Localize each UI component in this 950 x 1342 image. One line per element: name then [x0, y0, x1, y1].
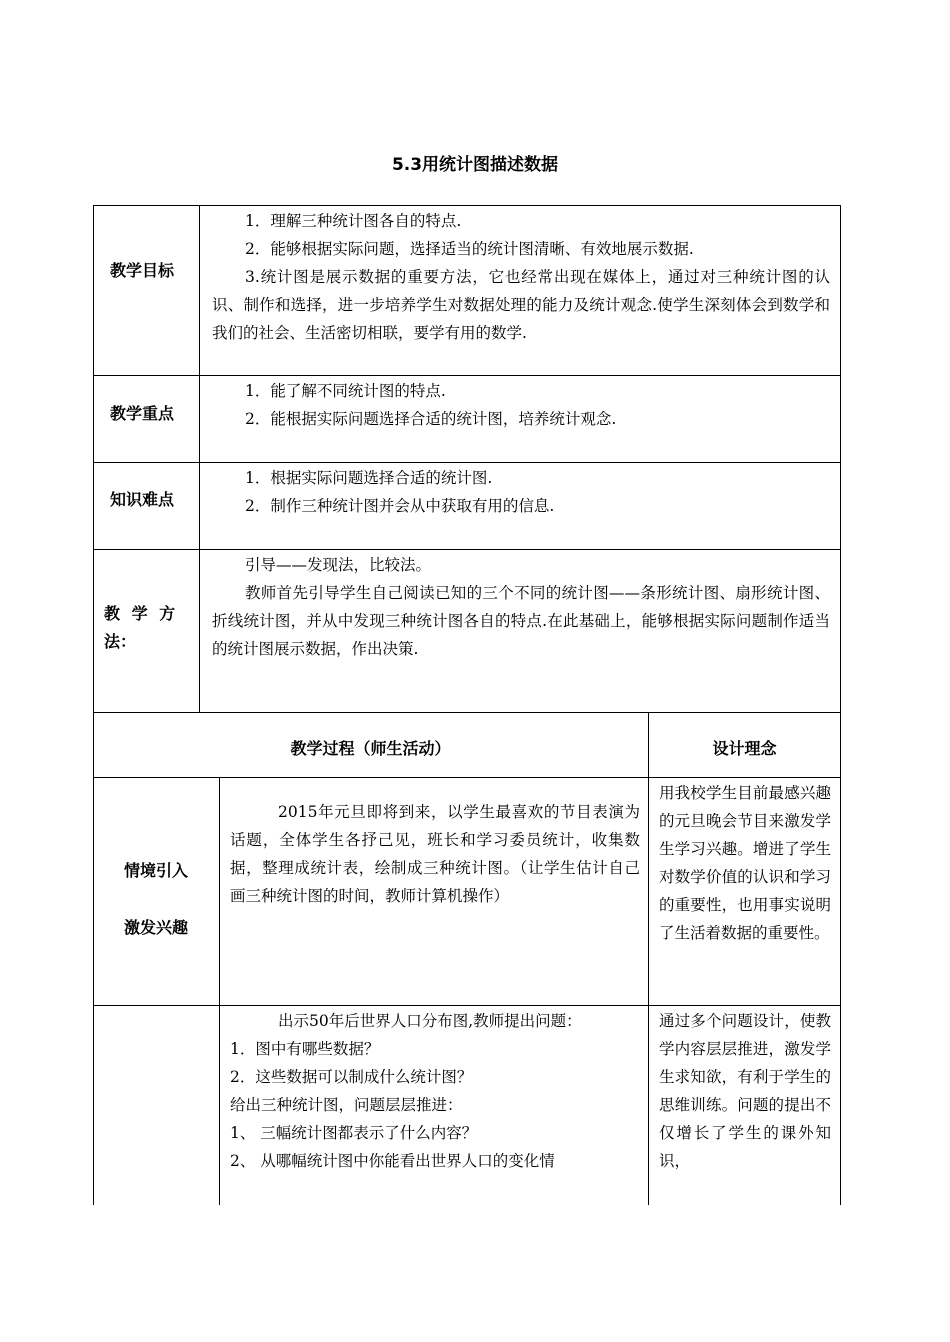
section2-intro: 出示50年后世界人口分布图,教师提出问题： [278, 1012, 582, 1030]
method-item: 引导——发现法，比较法。 [245, 556, 432, 574]
difficulties-content [212, 464, 830, 520]
row-divider [93, 777, 841, 778]
method-label-line2: 法： [104, 632, 137, 651]
row-divider [93, 462, 841, 463]
method-item: 教师首先引导学生自己阅读已知的三个不同的统计图——条形统计图、扇形统计图、折线统计图，并从中发现三种统计图各自的特点.在此基础上，能够根据实际问题制作适当的统计图展示数据，作出决策. [212, 584, 830, 658]
method-label-line1: 教 学 方 [104, 604, 179, 623]
row-divider [93, 375, 841, 376]
section1-content [230, 798, 640, 910]
page-title: 5.3用统计图描述数据 [391, 155, 559, 175]
difficulty-item: 2．制作三种统计图并会从中获取有用的信息. [245, 497, 555, 515]
column-divider [219, 777, 220, 1205]
key-points-content [212, 377, 830, 433]
process-header: 教学过程（师生活动） [290, 739, 451, 758]
section2-item: 2、 从哪幅统计图中你能看出世界人口的变化情 [230, 1152, 555, 1170]
row-divider [93, 549, 841, 550]
section2-item: 给出三种统计图，问题层层推进： [230, 1096, 463, 1114]
key-point-item: 2．能根据实际问题选择合适的统计图，培养统计观念. [245, 410, 617, 428]
section1-label-line1: 情境引入 [123, 861, 188, 880]
difficulty-item: 1．根据实际问题选择合适的统计图. [245, 469, 493, 487]
section2-design: 通过多个问题设计，使教学内容层层推进，激发学生求知欲，有利于学生的思维训练。问题的提出不仅增长了学生的课外知识， [659, 1012, 831, 1170]
key-points-label: 教学重点 [110, 404, 175, 423]
row-divider [93, 1005, 841, 1006]
section2-item: 2．这些数据可以制成什么统计图？ [230, 1068, 473, 1086]
section1-design: 用我校学生目前最感兴趣的元旦晚会节目来激发学生学习兴趣。增进了学生对数学价值的认识和学习的重要性，也用事实说明了生活着数据的重要性。 [659, 784, 831, 942]
objectives-label: 教学目标 [110, 261, 175, 280]
key-point-item: 1．能了解不同统计图的特点. [245, 382, 446, 400]
difficulties-label: 知识难点 [110, 490, 175, 509]
objective-item: 1．理解三种统计图各自的特点. [245, 212, 462, 230]
objectives-content [212, 207, 830, 347]
section2-item: 1、 三幅统计图都表示了什么内容？ [230, 1124, 478, 1142]
row-divider [93, 712, 841, 713]
section1-paragraph: 2015年元旦即将到来，以学生最喜欢的节目表演为话题，全体学生各抒己见，班长和学习委员统计，收集数据，整理成统计表，绘制成三种统计图。（让学生估计自己画三种统计图的时间，教师计算机操作） [230, 803, 640, 905]
column-divider [648, 712, 649, 1205]
column-divider [199, 205, 200, 712]
method-label [104, 600, 190, 656]
section1-label-line2: 激发兴趣 [123, 918, 188, 937]
objective-item: 3.统计图是展示数据的重要方法，它也经常出现在媒体上，通过对三种统计图的认识、制作和选择，进一步培养学生对数据处理的能力及统计观念.使学生深刻体会到数学和我们的社会、生活密切相联，要学有用的数学. [212, 268, 830, 342]
section2-item: 1．图中有哪些数据？ [230, 1040, 380, 1058]
design-header: 设计理念 [712, 739, 777, 758]
objective-item: 2．能够根据实际问题，选择适当的统计图清晰、有效地展示数据. [245, 240, 694, 258]
method-content [212, 551, 830, 663]
section2-content [230, 1007, 640, 1175]
